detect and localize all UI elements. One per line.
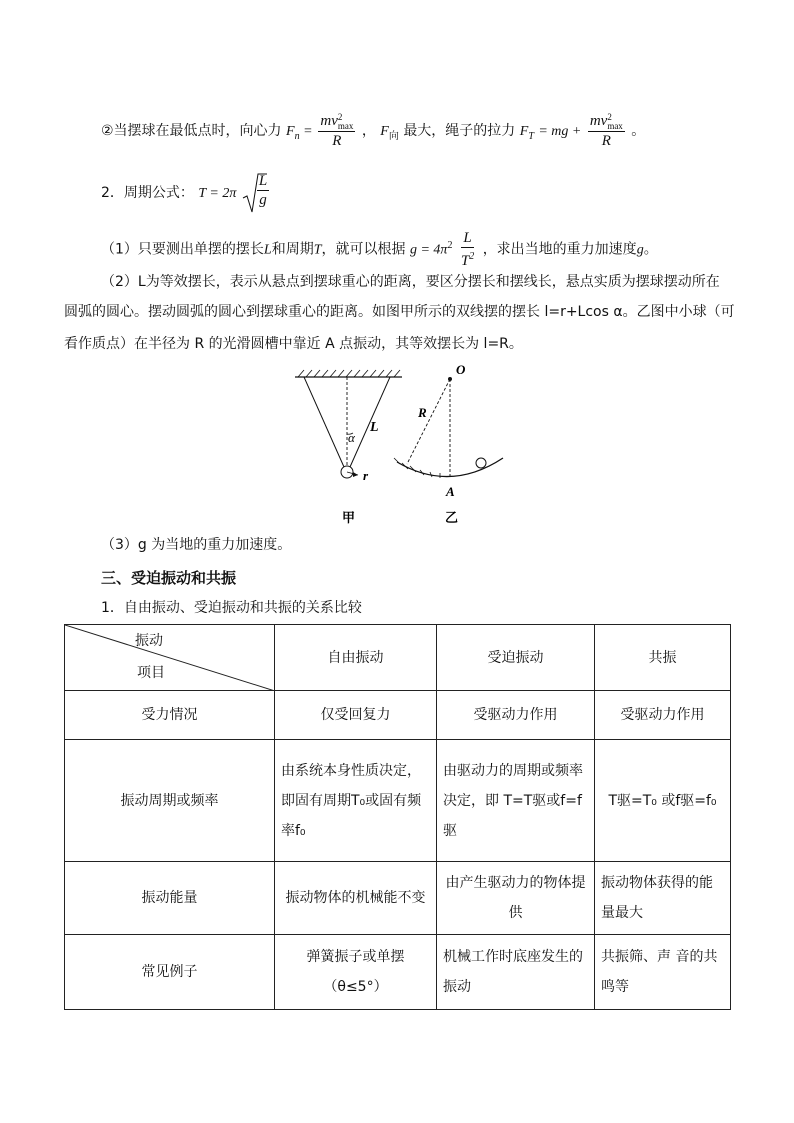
header-free-vibration: 自由振动 <box>275 625 437 691</box>
header-forced-vibration: 受迫振动 <box>437 625 595 691</box>
item-2-cont <box>64 296 744 360</box>
row-label: 振动周期或频率 <box>65 740 275 862</box>
o-label: O <box>456 362 466 377</box>
pendulum-diagram <box>290 360 520 530</box>
formula-prefix: ②当摆球在最低点时，向心力 <box>101 122 282 139</box>
subsection-1-title: 1．自由振动、受迫振动和共振的关系比较 <box>101 600 362 616</box>
table-row <box>65 691 731 740</box>
item-2 <box>101 268 741 296</box>
table-cell: T驱=T₀ 或f驱=f₀ <box>595 740 731 862</box>
a-label: A <box>446 484 455 499</box>
fn-fraction: mv 2 max R <box>320 111 354 149</box>
item-2-line-1: （2）L为等效摆长，表示从悬点到摆球重心的距离，要区分摆长和摆线长，悬点实质为摆球摆动所在 <box>101 274 720 290</box>
item-2-line-3: 看作质点）在半径为 R 的光滑圆槽中靠近 A 点振动，其等效摆长为 l=R。 <box>64 336 523 352</box>
period-lhs: T = 2π <box>198 186 237 201</box>
centripetal-force-line <box>101 112 645 154</box>
comparison-table <box>64 624 731 1010</box>
l-label: L <box>370 420 379 435</box>
ft-fraction: mv 2 max R <box>589 111 623 149</box>
row-label: 受力情况 <box>65 691 275 740</box>
fx-symbol: $F_向$ <box>380 123 399 142</box>
table-cell: 由驱动力的周期或频率决定，即 T=T驱或f=f驱 <box>437 740 595 862</box>
table-cell: 振动物体获得的能量最大 <box>595 862 731 935</box>
period-formula-line <box>101 172 267 214</box>
table-header-row <box>65 625 731 691</box>
item-1: （1）只要测出单摆的摆长L和周期T，就可以根据 $g = 4\pi^2$ $\frac{L}{T^2}$ ，求出当地的重力加速度g。 <box>101 230 658 270</box>
big-r-label: R <box>418 405 427 420</box>
fn-symbol: $F_n$ <box>286 123 300 142</box>
equals-sign: = <box>304 123 312 139</box>
header-resonance: 共振 <box>595 625 731 691</box>
table-cell: 机械工作时底座发生的振动 <box>437 935 595 1010</box>
table-cell: 共振筛、声 音的共鸣等 <box>595 935 731 1010</box>
alpha-label: α <box>348 430 355 445</box>
table-cell: 受驱动力作用 <box>595 691 731 740</box>
ft-rhs: = mg + <box>538 123 582 139</box>
item-3: （3）g 为当地的重力加速度。 <box>101 537 292 553</box>
formula-mid: 最大，绳子的拉力 <box>403 122 516 139</box>
table-row <box>65 862 731 935</box>
row-label: 常见例子 <box>65 935 275 1010</box>
l-over-t2-fraction: $\frac{L}{T^2}$ <box>460 230 475 270</box>
table-cell: 仅受回复力 <box>275 691 437 740</box>
table-cell: 由系统本身性质决定，即固有周期T₀或固有频率f₀ <box>275 740 437 862</box>
table-row <box>65 935 731 1010</box>
table-cell: 弹簧振子或单摆（θ≤5°） <box>275 935 437 1010</box>
pendulum-figure <box>290 360 520 530</box>
sqrt-radical: $\frac{L}{g}$ <box>241 172 267 214</box>
table-cell: 由产生驱动力的物体提供 <box>437 862 595 935</box>
corner-bottom-label: 项目 <box>137 665 165 681</box>
caption-jia: 甲 <box>342 511 356 526</box>
comma: ， <box>361 122 376 139</box>
table-cell: 受驱动力作用 <box>437 691 595 740</box>
table-cell: 振动物体的机械能不变 <box>275 862 437 935</box>
period-label: 2．周期公式： <box>101 185 194 201</box>
corner-top-label: 振动 <box>135 633 163 649</box>
r-label: r <box>363 468 369 483</box>
ft-symbol: $F_T$ <box>519 123 534 142</box>
caption-yi: 乙 <box>445 511 459 526</box>
corner-cell <box>65 625 275 691</box>
table-row <box>65 740 731 862</box>
formula-suffix: 。 <box>631 122 646 139</box>
row-label: 振动能量 <box>65 862 275 935</box>
item-2-line-2: 圆弧的圆心。摆动圆弧的圆心到摆球重心的距离。如图甲所示的双线摆的摆长 l=r+Lcos α。乙图中小球（可 <box>64 304 735 320</box>
section-3-title: 三、受迫振动和共振 <box>101 569 237 587</box>
